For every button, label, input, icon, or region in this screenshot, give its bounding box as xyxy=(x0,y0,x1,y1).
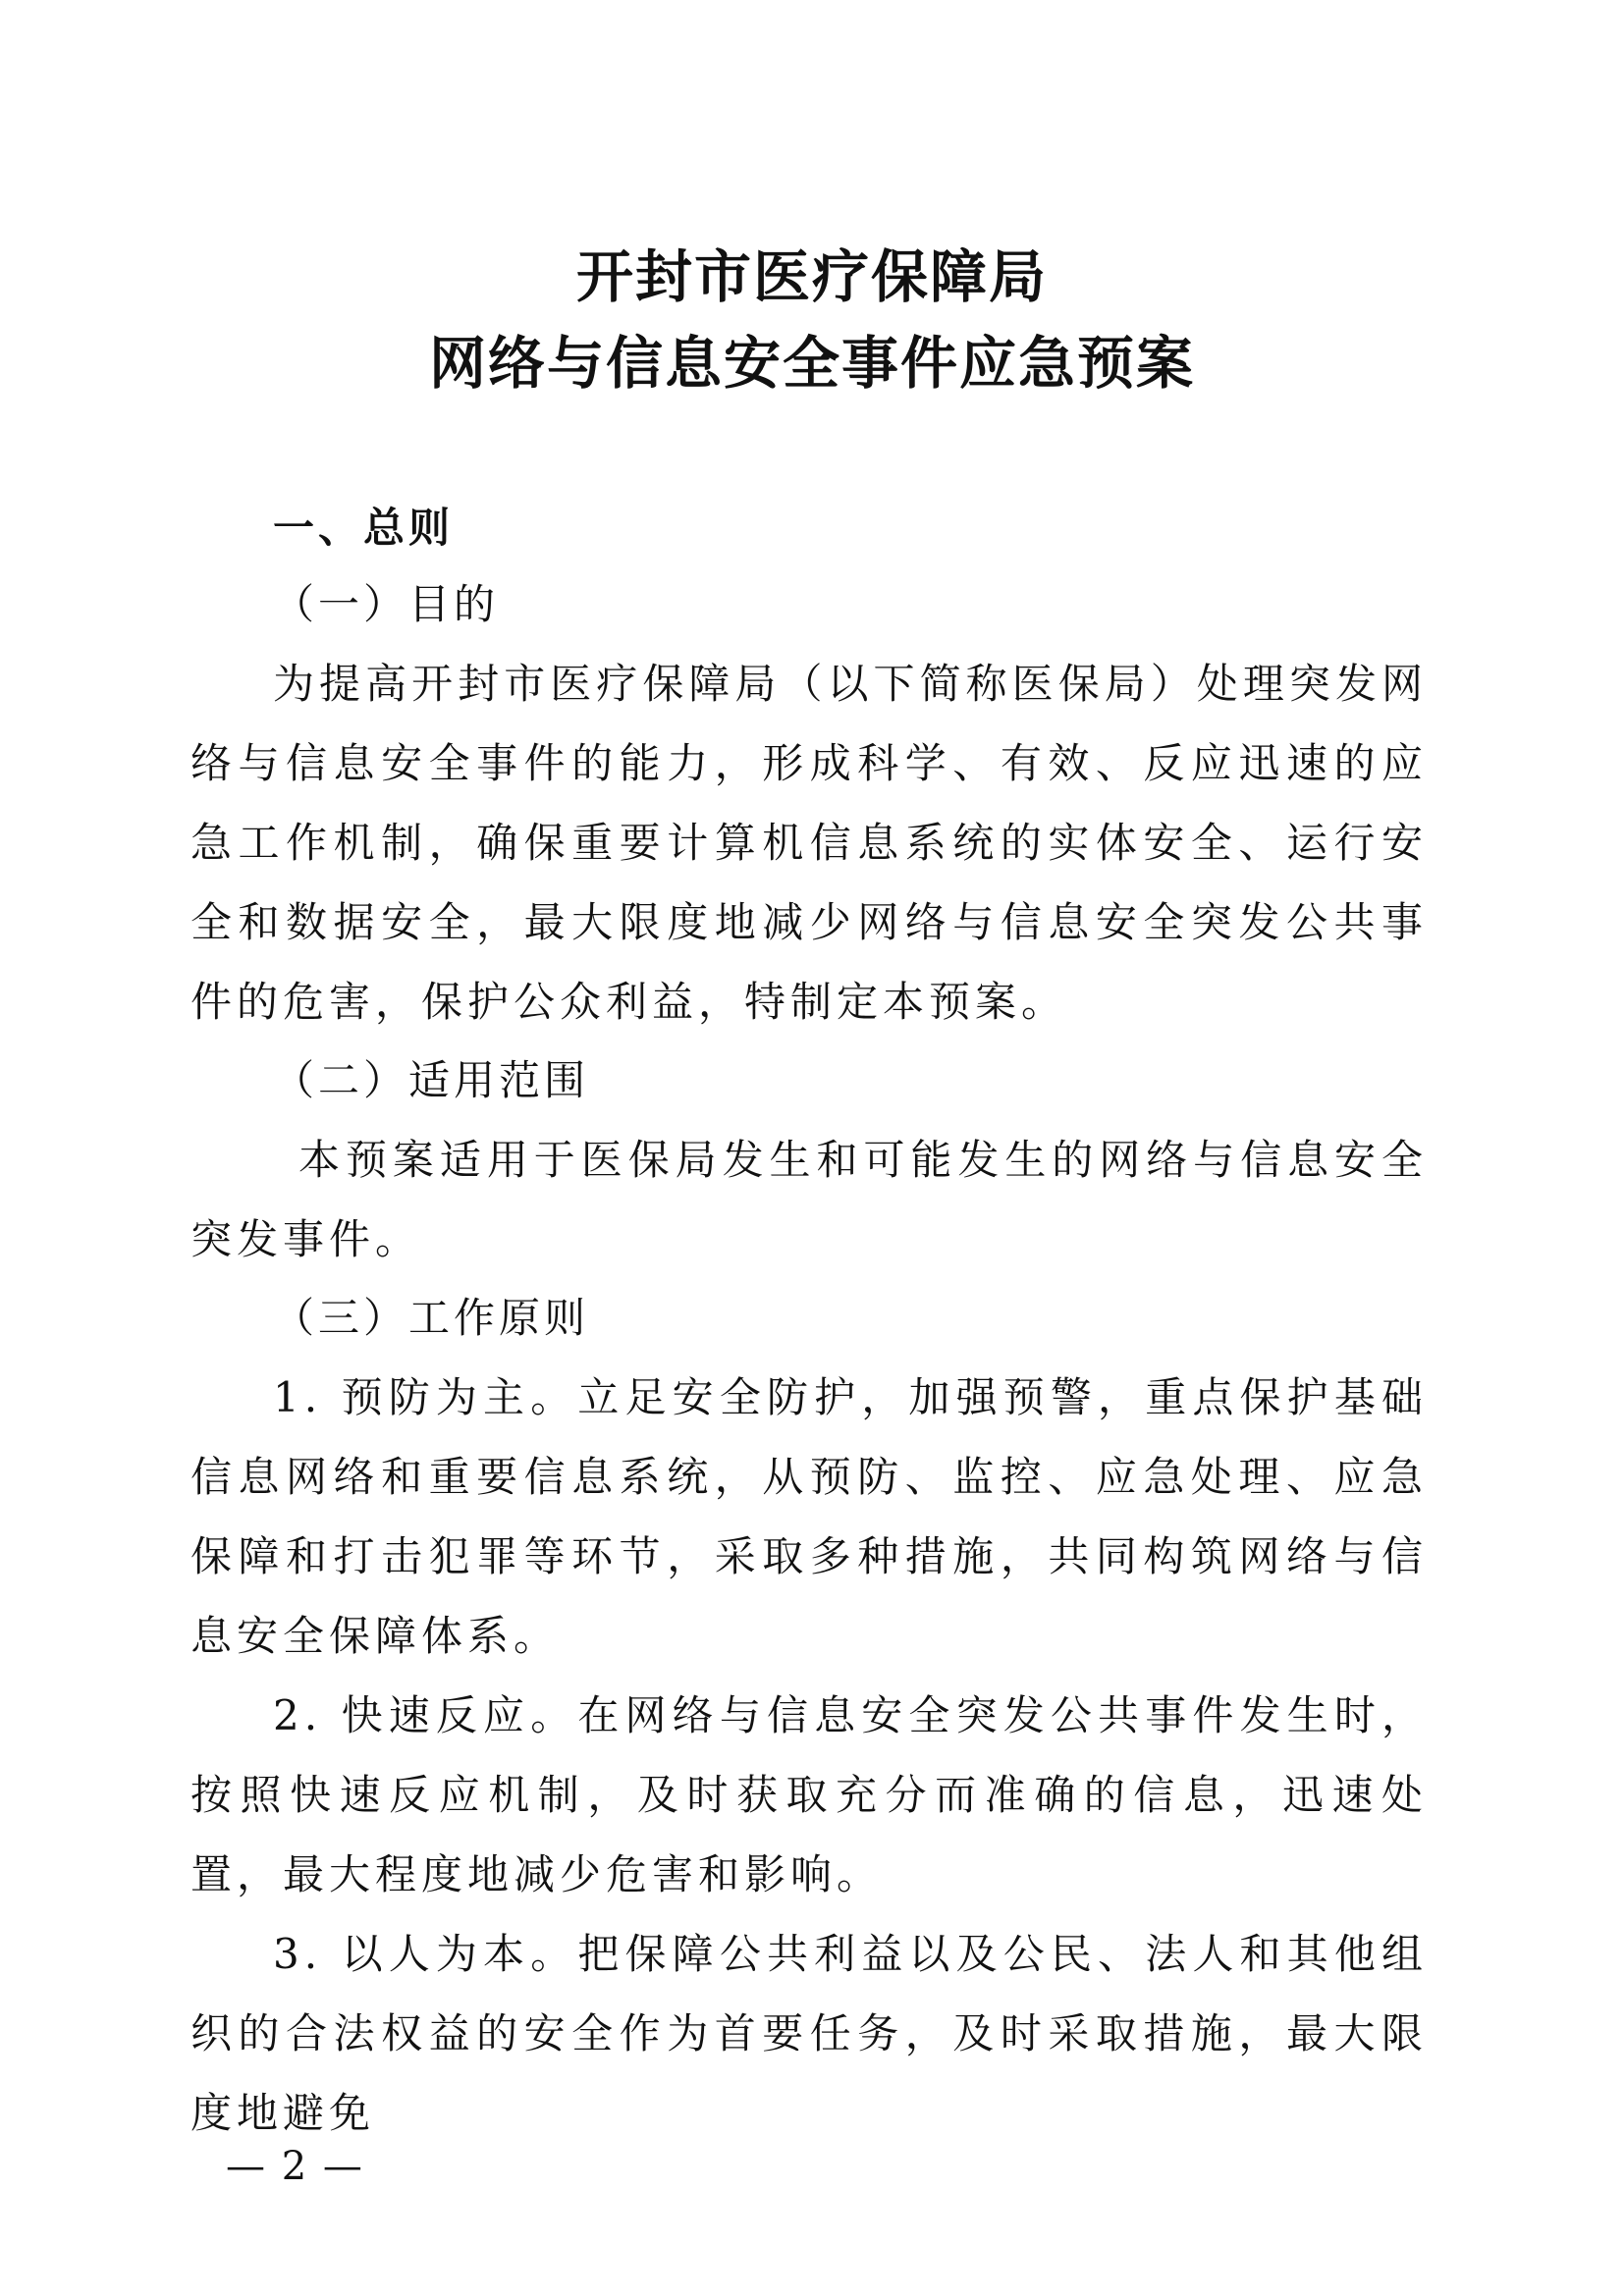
paragraph-principle-2: 2. 快速反应。在网络与信息安全突发公共事件发生时，按照快速反应机制，及时获取充分而准确的信息，迅速处置，最大程度地减少危害和影响。 xyxy=(190,1691,1428,1898)
paragraph-principle-3: 3. 以人为本。把保障公共利益以及公民、法人和其他组织的合法权益的安全作为首要任务，及时采取措施，最大限度地避免 xyxy=(190,1930,1428,2137)
subsection-heading-scope: （二）适用范围 xyxy=(273,1056,590,1104)
paragraph-scope: 本预案适用于医保局发生和可能发生的网络与信息安全突发事件。 xyxy=(190,1136,1428,1263)
document-body xyxy=(190,491,1428,2153)
subsection-heading-principles: （三）工作原则 xyxy=(273,1294,590,1342)
title-line-2: 网络与信息安全事件应急预案 xyxy=(428,330,1195,397)
paragraph-principle-1: 1. 预防为主。立足安全防护，加强预警，重点保护基础信息网络和重要信息系统，从预防、监控、应急处理、应急保障和打击犯罪等环节，采取多种措施，共同构筑网络与信息安全保障体系。 xyxy=(190,1373,1428,1660)
document-title xyxy=(0,234,1624,406)
subsection-heading-purpose: （一）目的 xyxy=(273,580,500,628)
paragraph-purpose: 为提高开封市医疗保障局（以下简称医保局）处理突发网络与信息安全事件的能力，形成科学、有效、反应迅速的应急工作机制，确保重要计算机信息系统的实体安全、运行安全和数据安全，最大限度地减少网络与信息安全突发公共事件的危害，保护公众利益，特制定本预案。 xyxy=(190,660,1428,1026)
section-heading-general: 一、总则 xyxy=(273,504,455,552)
page-number: — 2 — xyxy=(226,2144,364,2189)
title-line-1: 开封市医疗保障局 xyxy=(575,243,1048,310)
